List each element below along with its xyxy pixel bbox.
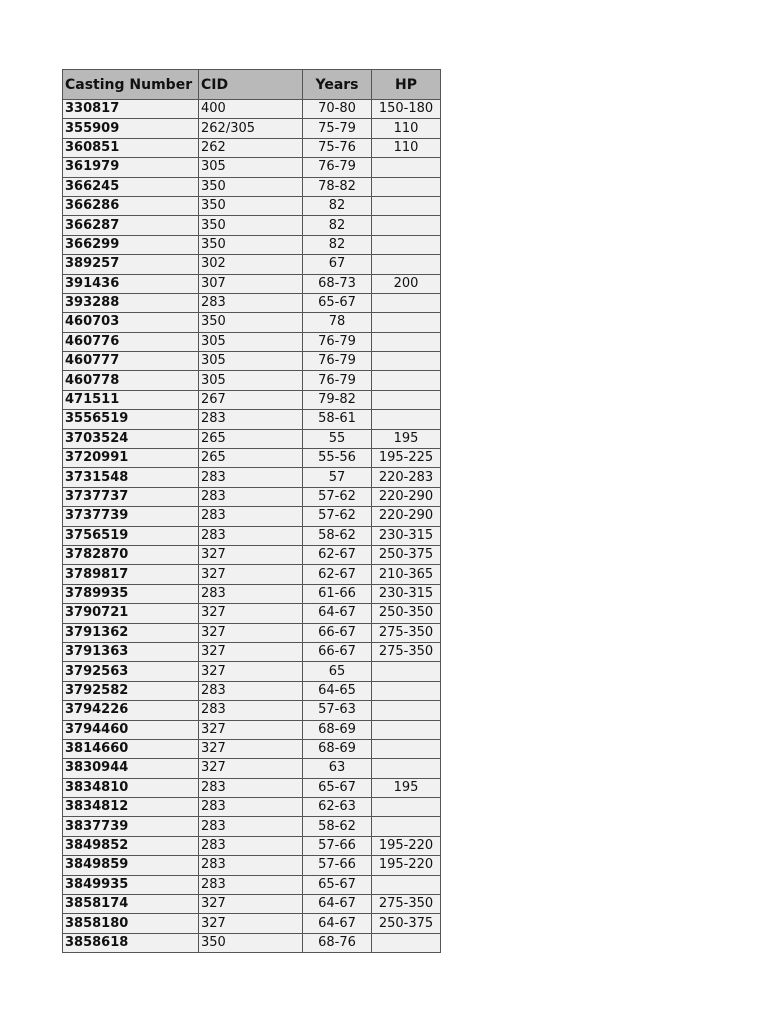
casting-number-cell: 3792563 xyxy=(63,662,199,681)
years-cell: 78 xyxy=(303,313,372,332)
hp-cell: 275-350 xyxy=(372,895,441,914)
cid-cell: 350 xyxy=(199,177,303,196)
cid-cell: 305 xyxy=(199,371,303,390)
hp-cell xyxy=(372,701,441,720)
table-row xyxy=(63,255,441,274)
casting-number-cell: 3858180 xyxy=(63,914,199,933)
table-row xyxy=(63,584,441,603)
table-row xyxy=(63,701,441,720)
years-cell: 76-79 xyxy=(303,352,372,371)
cid-cell: 283 xyxy=(199,875,303,894)
table-row xyxy=(63,856,441,875)
casting-number-cell: 471511 xyxy=(63,390,199,409)
hp-cell xyxy=(372,759,441,778)
cid-cell: 262 xyxy=(199,138,303,157)
years-cell: 65-67 xyxy=(303,875,372,894)
table-row xyxy=(63,487,441,506)
casting-number-cell: 3737737 xyxy=(63,487,199,506)
table-row xyxy=(63,836,441,855)
cid-cell: 283 xyxy=(199,410,303,429)
hp-cell: 195-225 xyxy=(372,449,441,468)
cid-cell: 350 xyxy=(199,216,303,235)
casting-number-cell: 3703524 xyxy=(63,429,199,448)
years-cell: 58-61 xyxy=(303,410,372,429)
hp-cell xyxy=(372,235,441,254)
cid-cell: 400 xyxy=(199,100,303,119)
years-cell: 57-66 xyxy=(303,856,372,875)
years-cell: 65 xyxy=(303,662,372,681)
casting-number-cell: 360851 xyxy=(63,138,199,157)
cid-cell: 327 xyxy=(199,720,303,739)
casting-number-cell: 3789817 xyxy=(63,565,199,584)
years-cell: 57-63 xyxy=(303,701,372,720)
hp-cell: 110 xyxy=(372,138,441,157)
years-cell: 68-69 xyxy=(303,739,372,758)
cid-cell: 350 xyxy=(199,196,303,215)
casting-number-cell: 3720991 xyxy=(63,449,199,468)
years-cell: 62-67 xyxy=(303,565,372,584)
years-cell: 64-67 xyxy=(303,604,372,623)
years-cell: 78-82 xyxy=(303,177,372,196)
hp-cell: 275-350 xyxy=(372,642,441,661)
hp-cell xyxy=(372,410,441,429)
years-cell: 75-76 xyxy=(303,138,372,157)
cid-cell: 305 xyxy=(199,352,303,371)
years-cell: 67 xyxy=(303,255,372,274)
cid-cell: 267 xyxy=(199,390,303,409)
hp-cell xyxy=(372,390,441,409)
casting-number-cell: 389257 xyxy=(63,255,199,274)
table-row xyxy=(63,235,441,254)
hp-cell: 210-365 xyxy=(372,565,441,584)
hp-cell: 195 xyxy=(372,429,441,448)
cid-cell: 327 xyxy=(199,604,303,623)
hp-cell xyxy=(372,371,441,390)
table-row xyxy=(63,565,441,584)
cid-cell: 262/305 xyxy=(199,119,303,138)
hp-cell: 275-350 xyxy=(372,623,441,642)
casting-number-cell: 361979 xyxy=(63,158,199,177)
casting-number-cell: 3794226 xyxy=(63,701,199,720)
cid-cell: 283 xyxy=(199,584,303,603)
casting-number-cell: 3792582 xyxy=(63,681,199,700)
casting-number-cell: 460776 xyxy=(63,332,199,351)
years-cell: 66-67 xyxy=(303,642,372,661)
cid-cell: 283 xyxy=(199,507,303,526)
cid-cell: 283 xyxy=(199,487,303,506)
casting-number-cell: 3791363 xyxy=(63,642,199,661)
casting-number-cell: 3834812 xyxy=(63,798,199,817)
years-cell: 64-65 xyxy=(303,681,372,700)
table-body xyxy=(63,100,441,953)
casting-number-cell: 3794460 xyxy=(63,720,199,739)
table-row xyxy=(63,177,441,196)
cid-cell: 265 xyxy=(199,449,303,468)
hp-cell: 110 xyxy=(372,119,441,138)
cid-cell: 283 xyxy=(199,817,303,836)
years-cell: 65-67 xyxy=(303,293,372,312)
years-cell: 57-66 xyxy=(303,836,372,855)
casting-number-cell: 366245 xyxy=(63,177,199,196)
casting-number-cell: 3858618 xyxy=(63,933,199,952)
table-row xyxy=(63,390,441,409)
years-cell: 57-62 xyxy=(303,487,372,506)
cid-cell: 327 xyxy=(199,642,303,661)
cid-cell: 302 xyxy=(199,255,303,274)
cid-cell: 327 xyxy=(199,914,303,933)
cid-cell: 283 xyxy=(199,798,303,817)
casting-number-cell: 366287 xyxy=(63,216,199,235)
casting-number-cell: 366286 xyxy=(63,196,199,215)
years-cell: 68-69 xyxy=(303,720,372,739)
table-row xyxy=(63,100,441,119)
casting-number-cell: 3790721 xyxy=(63,604,199,623)
cid-cell: 327 xyxy=(199,623,303,642)
cid-cell: 327 xyxy=(199,545,303,564)
hp-cell: 250-375 xyxy=(372,914,441,933)
hp-cell xyxy=(372,196,441,215)
table-row xyxy=(63,293,441,312)
cid-cell: 350 xyxy=(199,235,303,254)
casting-number-cell: 3789935 xyxy=(63,584,199,603)
casting-number-cell: 3731548 xyxy=(63,468,199,487)
casting-number-cell: 3849935 xyxy=(63,875,199,894)
casting-number-cell: 391436 xyxy=(63,274,199,293)
table-row xyxy=(63,526,441,545)
years-cell: 63 xyxy=(303,759,372,778)
casting-number-cell: 460703 xyxy=(63,313,199,332)
cid-cell: 283 xyxy=(199,701,303,720)
casting-number-cell: 460777 xyxy=(63,352,199,371)
casting-number-cell: 3782870 xyxy=(63,545,199,564)
table-row xyxy=(63,196,441,215)
hp-cell: 195 xyxy=(372,778,441,797)
hp-cell: 230-315 xyxy=(372,526,441,545)
casting-number-cell: 3814660 xyxy=(63,739,199,758)
years-cell: 55-56 xyxy=(303,449,372,468)
years-cell: 66-67 xyxy=(303,623,372,642)
years-cell: 82 xyxy=(303,216,372,235)
casting-number-cell: 3837739 xyxy=(63,817,199,836)
casting-number-cell: 3556519 xyxy=(63,410,199,429)
years-cell: 58-62 xyxy=(303,526,372,545)
hp-cell: 250-350 xyxy=(372,604,441,623)
years-cell: 68-73 xyxy=(303,274,372,293)
hp-cell xyxy=(372,216,441,235)
years-cell: 76-79 xyxy=(303,332,372,351)
casting-number-cell: 3756519 xyxy=(63,526,199,545)
table-row xyxy=(63,216,441,235)
table-row xyxy=(63,623,441,642)
years-cell: 64-67 xyxy=(303,914,372,933)
casting-number-cell: 3849852 xyxy=(63,836,199,855)
cid-cell: 283 xyxy=(199,468,303,487)
hp-cell: 220-283 xyxy=(372,468,441,487)
cid-cell: 305 xyxy=(199,158,303,177)
table-row xyxy=(63,720,441,739)
hp-cell: 220-290 xyxy=(372,487,441,506)
cid-cell: 283 xyxy=(199,681,303,700)
cid-cell: 283 xyxy=(199,293,303,312)
header-years: Years xyxy=(303,70,372,100)
table-row xyxy=(63,875,441,894)
hp-cell xyxy=(372,798,441,817)
hp-cell xyxy=(372,158,441,177)
table-row xyxy=(63,138,441,157)
hp-cell xyxy=(372,177,441,196)
years-cell: 76-79 xyxy=(303,371,372,390)
table-row xyxy=(63,914,441,933)
table-row xyxy=(63,895,441,914)
years-cell: 55 xyxy=(303,429,372,448)
hp-cell: 230-315 xyxy=(372,584,441,603)
table-row xyxy=(63,507,441,526)
casting-number-cell: 393288 xyxy=(63,293,199,312)
years-cell: 82 xyxy=(303,235,372,254)
casting-number-cell: 460778 xyxy=(63,371,199,390)
years-cell: 57 xyxy=(303,468,372,487)
years-cell: 70-80 xyxy=(303,100,372,119)
cid-cell: 283 xyxy=(199,836,303,855)
table-row xyxy=(63,352,441,371)
casting-number-cell: 3791362 xyxy=(63,623,199,642)
casting-number-cell: 3834810 xyxy=(63,778,199,797)
casting-number-cell: 3849859 xyxy=(63,856,199,875)
table-row xyxy=(63,817,441,836)
hp-cell: 200 xyxy=(372,274,441,293)
hp-cell: 195-220 xyxy=(372,856,441,875)
table-row xyxy=(63,933,441,952)
table-row xyxy=(63,313,441,332)
hp-cell xyxy=(372,662,441,681)
cid-cell: 283 xyxy=(199,856,303,875)
table-row xyxy=(63,545,441,564)
cid-cell: 283 xyxy=(199,778,303,797)
years-cell: 68-76 xyxy=(303,933,372,952)
cid-cell: 327 xyxy=(199,895,303,914)
table-row xyxy=(63,604,441,623)
hp-cell xyxy=(372,313,441,332)
hp-cell: 195-220 xyxy=(372,836,441,855)
cid-cell: 327 xyxy=(199,739,303,758)
casting-number-cell: 366299 xyxy=(63,235,199,254)
header-cid: CID xyxy=(199,70,303,100)
hp-cell: 150-180 xyxy=(372,100,441,119)
years-cell: 62-63 xyxy=(303,798,372,817)
hp-cell xyxy=(372,293,441,312)
years-cell: 82 xyxy=(303,196,372,215)
years-cell: 75-79 xyxy=(303,119,372,138)
cid-cell: 327 xyxy=(199,565,303,584)
table-row xyxy=(63,410,441,429)
cid-cell: 350 xyxy=(199,933,303,952)
cid-cell: 283 xyxy=(199,526,303,545)
years-cell: 79-82 xyxy=(303,390,372,409)
table-row xyxy=(63,468,441,487)
table-row xyxy=(63,681,441,700)
casting-number-cell: 3858174 xyxy=(63,895,199,914)
header-casting-number: Casting Number xyxy=(63,70,199,100)
table-row xyxy=(63,759,441,778)
years-cell: 62-67 xyxy=(303,545,372,564)
cid-cell: 327 xyxy=(199,759,303,778)
years-cell: 57-62 xyxy=(303,507,372,526)
hp-cell xyxy=(372,739,441,758)
casting-number-table xyxy=(62,69,441,953)
cid-cell: 305 xyxy=(199,332,303,351)
table-row xyxy=(63,662,441,681)
casting-number-cell: 330817 xyxy=(63,100,199,119)
header-hp: HP xyxy=(372,70,441,100)
hp-cell xyxy=(372,720,441,739)
hp-cell xyxy=(372,817,441,836)
table-row xyxy=(63,449,441,468)
years-cell: 58-62 xyxy=(303,817,372,836)
table-row xyxy=(63,429,441,448)
hp-cell xyxy=(372,681,441,700)
table-row xyxy=(63,119,441,138)
casting-number-cell: 3737739 xyxy=(63,507,199,526)
cid-cell: 307 xyxy=(199,274,303,293)
cid-cell: 327 xyxy=(199,662,303,681)
table-row xyxy=(63,158,441,177)
years-cell: 61-66 xyxy=(303,584,372,603)
table-row xyxy=(63,778,441,797)
table-row xyxy=(63,739,441,758)
table-row xyxy=(63,798,441,817)
years-cell: 64-67 xyxy=(303,895,372,914)
hp-cell xyxy=(372,352,441,371)
hp-cell xyxy=(372,875,441,894)
hp-cell: 250-375 xyxy=(372,545,441,564)
table-row xyxy=(63,371,441,390)
casting-number-cell: 3830944 xyxy=(63,759,199,778)
table-row xyxy=(63,332,441,351)
cid-cell: 350 xyxy=(199,313,303,332)
table-header-row xyxy=(63,70,441,100)
years-cell: 76-79 xyxy=(303,158,372,177)
cid-cell: 265 xyxy=(199,429,303,448)
table-row xyxy=(63,642,441,661)
casting-number-cell: 355909 xyxy=(63,119,199,138)
hp-cell: 220-290 xyxy=(372,507,441,526)
hp-cell xyxy=(372,933,441,952)
years-cell: 65-67 xyxy=(303,778,372,797)
table-row xyxy=(63,274,441,293)
hp-cell xyxy=(372,332,441,351)
hp-cell xyxy=(372,255,441,274)
